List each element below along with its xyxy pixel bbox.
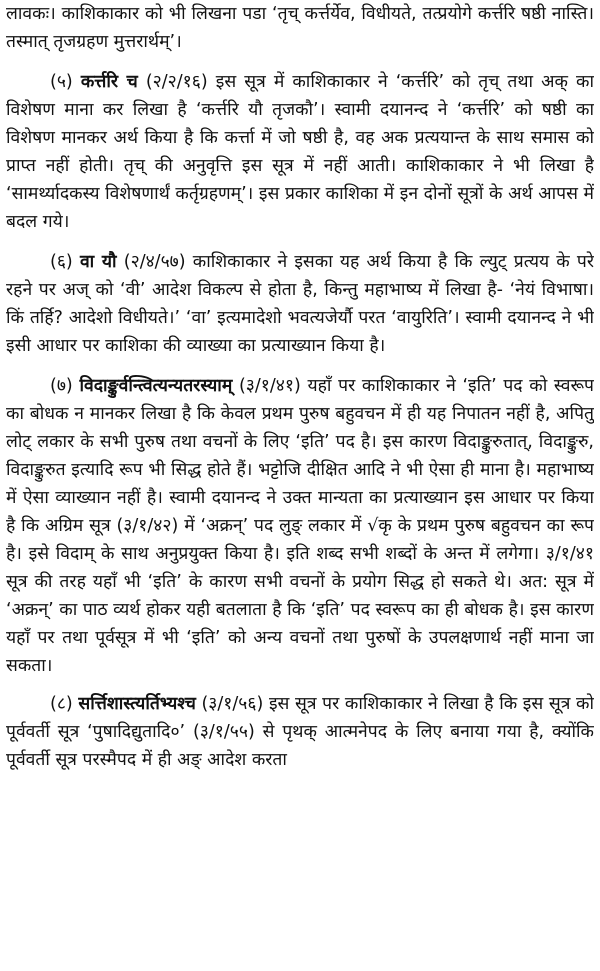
item-number: (६) (50, 252, 73, 272)
item-number: (५) (50, 72, 73, 92)
paragraph-text: लावकः। काशिकाकार को भी लिखना पडा ‘तृच् कर्त्तर्येव, विधीयते, तत्प्रयोगे कर्त्तरि षष्ठी नास्ति। तस्मात् तृजग्रहण मुत्तरार्थम्’। (6, 4, 594, 52)
paragraph-item-5 (6, 68, 594, 236)
paragraph-text: (२/२/१६) इस सूत्र में काशिकाकार ने ‘कर्त्तरि’ को तृच् तथा अक् का विशेषण माना कर लिखा है ‘कर्त्तरि यौ तृजकौ’। स्वामी दयानन्द ने ‘कर्त्तरि’ को षष्ठी का विशेषण मानकर अर्थ किया है कि कर्त्ता में जो षष्ठी है, वह अक प्रत्ययान्त के साथ समास को प्राप्त नहीं होती। तृच् की अनुवृत्ति इस सूत्र में नहीं आती। काशिकाकार ने भी लिखा है ‘सामर्थ्यादकस्य विशेषणार्थं कर्तृग्रहणम्’। इस प्रकार काशिका में इन दोनों सूत्रों के अर्थ आपस में बदल गये। (6, 72, 594, 232)
sutra-title: वा यौ (79, 252, 117, 272)
paragraph-gap (6, 360, 594, 372)
paragraph-continuation (6, 0, 594, 56)
paragraph-item-6 (6, 248, 594, 360)
paragraph-gap (6, 680, 594, 690)
paragraph-item-7 (6, 372, 594, 680)
paragraph-text: (२/४/५७) काशिकाकार ने इसका यह अर्थ किया है कि ल्युट् प्रत्यय के परे रहने पर अज् को ‘वी’ आदेश विकल्प से होता है, किन्तु महाभाष्य में लिखा है- ‘नेयं विभाषा। किं तर्हि? आदेशो विधीयते।’ ‘वा’ इत्यमादेशो भवत्यजेर्यौ परत ‘वायुरिति’। स्वामी दयानन्द ने भी इसी आधार पर काशिका की व्याख्या का प्रत्याख्यान किया है। (6, 252, 594, 356)
paragraph-gap (6, 56, 594, 68)
paragraph-text: (३/१/५६) इस सूत्र पर काशिकाकार ने लिखा है कि इस सूत्र को पूर्ववर्ती सूत्र ‘पुषादिद्युतादि०’ (३/१/५५) से पृथक् आत्मनेपद के लिए बनाया गया है, क्योंकि पूर्ववर्ती सूत्र परस्मैपद में ही अङ् आदेश करता (6, 694, 594, 770)
document-page (6, 0, 594, 971)
paragraph-gap (6, 236, 594, 248)
paragraph-text: (३/१/४१) यहाँ पर काशिकाकार ने ‘इति’ पद को स्वरूप का बोधक न मानकर लिखा है कि केवल प्रथम पुरुष बहुवचन में ही यह निपातन नहीं है, अपितु लोट् लकार के सभी पुरुष तथा वचनों के लिए ‘इति’ पद है। इस कारण विदाङ्कुरुतात्, विदाङ्कुरु, विदाङ्कुरुत इत्यादि रूप भी सिद्ध होते हैं। भट्टोजि दीक्षित आदि ने भी ऐसा ही माना है। महाभाष्य में ऐसा व्याख्यान नहीं है। स्वामी दयानन्द ने उक्त मान्यता का प्रत्याख्यान इस आधार पर किया है कि अग्रिम सूत्र (३/१/४२) में ‘अक्रन्’ पद लुङ् लकार में √कृ के प्रथम पुरुष बहुवचन का रूप है। इसे विदाम् के साथ अनुप्रयुक्त किया है। इति शब्द सभी शब्दों के अन्त में लगेगा। ३/१/४१ सूत्र की तरह यहाँ भी ‘इति’ के कारण सभी वचनों के प्रयोग सिद्ध हो सकते थे। अत: सूत्र में ‘अक्रन्’ का पाठ व्यर्थ होकर यही बतलाता है कि ‘इति’ पद स्वरूप का ही बोधक है। इस कारण यहाँ पर तथा पूर्वसूत्र में भी ‘इति’ को अन्य वचनों तथा पुरुषों के उपलक्षणार्थ नहीं माना जा सकता। (6, 376, 594, 676)
sutra-title: विदाङ्कुर्वन्त्वित्यन्यतरस्याम् (79, 376, 233, 396)
sutra-title: सर्त्तिशास्त्यर्तिभ्यश्च (78, 694, 196, 714)
paragraph-item-8 (6, 690, 594, 774)
sutra-title: कर्त्तरि च (80, 72, 138, 92)
item-number: (७) (50, 376, 73, 396)
item-number: (८) (50, 694, 73, 714)
